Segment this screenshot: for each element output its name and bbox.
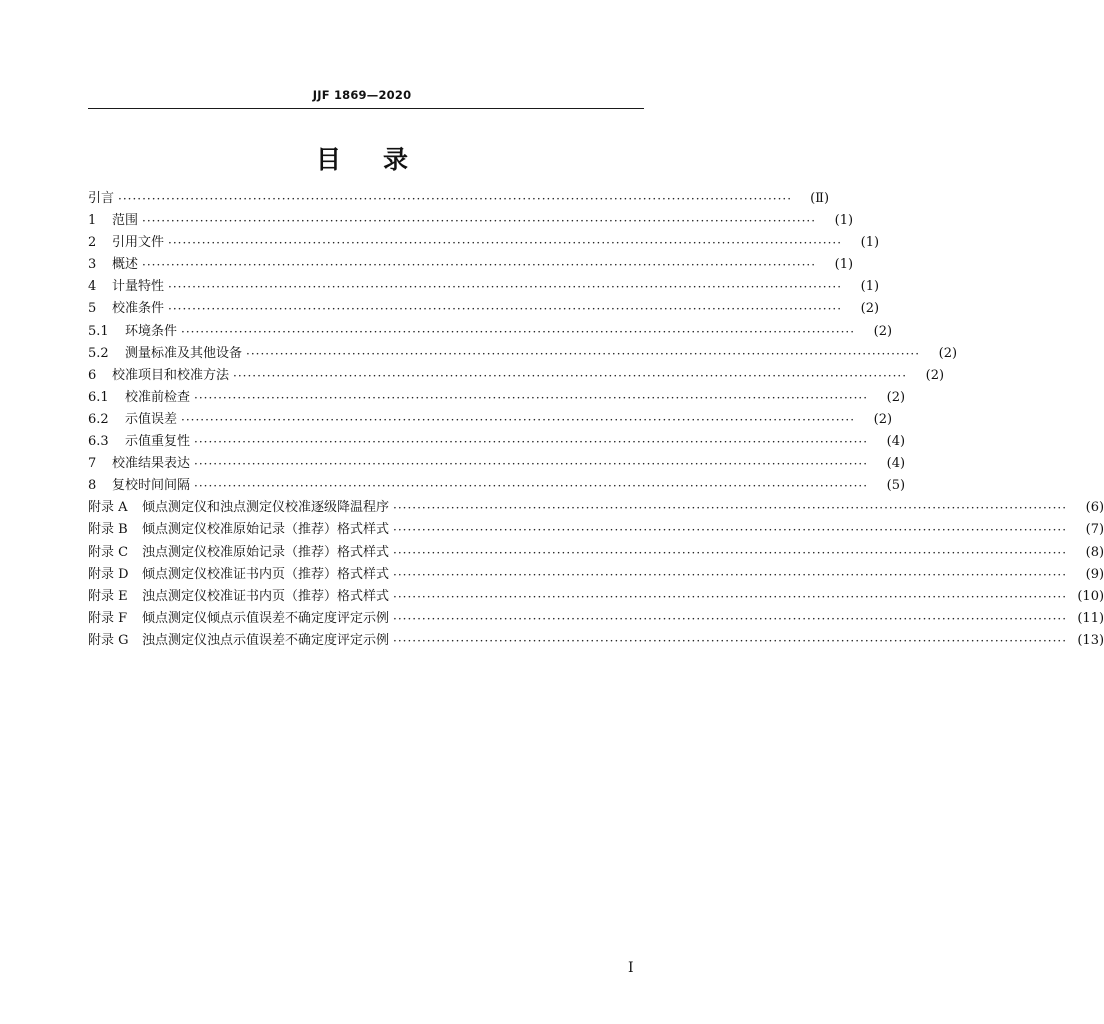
toc-entry-title: 校准项目和校准方法 — [112, 367, 230, 383]
toc-entry[interactable] — [88, 298, 880, 320]
toc-entry-number: 3 — [88, 257, 97, 273]
toc-entry-title: 倾点测定仪校准原始记录（推荐）格式样式 — [142, 522, 390, 538]
toc-entry-title: 引言 — [88, 191, 115, 206]
toc-entry-number: 附录 E — [88, 588, 128, 604]
toc-entry-number: 附录 B — [88, 522, 128, 538]
toc-title-char: 录 — [383, 145, 409, 174]
toc-leader-dots: ············································································································································ — [393, 567, 1068, 582]
toc-entry-page: (4) — [886, 434, 906, 450]
header-divider — [88, 108, 644, 109]
toc-entry-page: (11) — [1077, 610, 1104, 626]
toc-leader-dots: ············································································································································ — [393, 523, 1068, 538]
toc-entry-number: 附录 G — [88, 632, 129, 648]
standard-code: JJF 1869—2020 — [312, 88, 412, 102]
toc-entry-number: 1 — [88, 213, 97, 229]
toc-entry-number: 5 — [88, 301, 97, 317]
toc-leader-dots: ············································································································································ — [168, 280, 843, 295]
toc-entry-page: (10) — [1077, 588, 1104, 604]
toc-entry[interactable] — [88, 564, 1104, 586]
toc-entry-page: (7) — [1085, 522, 1104, 538]
toc-entry-page: (5) — [886, 478, 906, 494]
toc-entry[interactable] — [88, 409, 893, 431]
toc-leader-dots: ············································································································································ — [233, 368, 908, 383]
toc-leader-dots: ············································································································································ — [194, 390, 869, 405]
toc-entry[interactable] — [88, 475, 906, 497]
toc-leader-dots: ············································································································································ — [142, 214, 817, 229]
toc-leader-dots: ············································································································································ — [393, 545, 1068, 560]
toc-entry-number: 8 — [88, 478, 97, 494]
toc-entry-page: (1) — [834, 257, 854, 273]
toc-leader-dots: ············································································································································ — [246, 346, 921, 361]
toc-entry[interactable] — [88, 431, 906, 453]
toc-entry-title: 浊点测定仪浊点示值误差不确定度评定示例 — [142, 632, 390, 648]
toc-title-char: 目 — [315, 145, 341, 174]
toc-leader-dots: ············································································································································ — [142, 258, 817, 273]
toc-entry-page: (6) — [1085, 500, 1104, 516]
page-number: I — [628, 960, 634, 976]
toc-leader-dots: ············································································································································ — [168, 302, 843, 317]
toc-entry-page: (2) — [938, 345, 958, 361]
toc-entry-number: 6.1 — [88, 389, 109, 405]
toc-entry-title: 倾点测定仪校准证书内页（推荐）格式样式 — [142, 566, 390, 582]
toc-entry[interactable] — [88, 497, 1104, 519]
toc-entry-title: 倾点测定仪倾点示值误差不确定度评定示例 — [142, 610, 390, 626]
toc-entry-page: (9) — [1085, 566, 1104, 582]
toc-entry-page: (2) — [873, 411, 893, 427]
toc-entry[interactable] — [88, 321, 893, 343]
toc-entry-title: 环境条件 — [125, 323, 178, 339]
toc-entry-number: 6.3 — [88, 434, 109, 450]
toc-leader-dots: ············································································································································ — [194, 457, 869, 472]
toc-entry-page: (13) — [1077, 632, 1104, 648]
toc-leader-dots: ············································································································································ — [181, 324, 856, 339]
toc-entry[interactable] — [88, 453, 906, 475]
toc-entry[interactable] — [88, 188, 830, 210]
toc-entry[interactable] — [88, 232, 880, 254]
toc-entry-page: (1) — [860, 235, 880, 251]
toc-entry-page: (2) — [886, 389, 906, 405]
toc-title — [0, 140, 724, 176]
toc-entry-number: 2 — [88, 235, 97, 251]
toc-entry-page: (2) — [873, 323, 893, 339]
toc-entry[interactable] — [88, 276, 880, 298]
toc-entry-page: (1) — [834, 213, 854, 229]
toc-entry[interactable] — [88, 254, 854, 276]
toc-leader-dots: ············································································································································ — [194, 435, 869, 450]
toc-entry-title: 倾点测定仪和浊点测定仪校准逐级降温程序 — [142, 500, 390, 516]
toc-entry[interactable] — [88, 586, 1104, 608]
toc-leader-dots: ············································································································································ — [393, 611, 1068, 626]
toc-entry-title: 测量标准及其他设备 — [125, 345, 243, 361]
toc-entry-title: 校准结果表达 — [112, 456, 191, 472]
toc-leader-dots: ············································································································································ — [181, 412, 856, 427]
toc-entry[interactable] — [88, 630, 1104, 652]
toc-entry-number: 6 — [88, 367, 97, 383]
toc-entry-page: (1) — [860, 279, 880, 295]
toc-leader-dots: ············································································································································ — [194, 479, 869, 494]
toc-entry-title: 示值误差 — [125, 411, 178, 427]
toc-entry-title: 引用文件 — [112, 235, 165, 251]
toc-entry-number: 7 — [88, 456, 97, 472]
toc-leader-dots: ············································································································································ — [118, 192, 793, 206]
toc-entry-title: 概述 — [112, 257, 139, 273]
toc-entry-title: 计量特性 — [112, 279, 165, 295]
toc-entry-title: 范围 — [112, 213, 139, 229]
toc-entry-title: 示值重复性 — [125, 434, 191, 450]
toc-list — [88, 188, 1104, 652]
toc-entry-number: 4 — [88, 279, 97, 295]
toc-entry[interactable] — [88, 210, 854, 232]
toc-entry-number: 6.2 — [88, 411, 109, 427]
toc-entry-page: (2) — [860, 301, 880, 317]
toc-entry[interactable] — [88, 542, 1104, 564]
toc-entry-page: (Ⅱ) — [810, 191, 830, 206]
toc-leader-dots: ············································································································································ — [393, 589, 1068, 604]
toc-entry[interactable] — [88, 387, 906, 409]
toc-entry-title: 浊点测定仪校准原始记录（推荐）格式样式 — [142, 544, 390, 560]
toc-entry-page: (8) — [1085, 544, 1104, 560]
toc-leader-dots: ············································································································································ — [168, 236, 843, 251]
toc-entry-title: 校准前检查 — [125, 389, 191, 405]
toc-entry[interactable] — [88, 365, 945, 387]
toc-entry-number: 5.2 — [88, 345, 109, 361]
toc-entry-number: 附录 F — [88, 610, 128, 626]
toc-entry-number: 5.1 — [88, 323, 109, 339]
toc-entry-title: 复校时间间隔 — [112, 478, 191, 494]
toc-entry-title: 浊点测定仪校准证书内页（推荐）格式样式 — [142, 588, 390, 604]
toc-entry-page: (2) — [925, 367, 945, 383]
toc-entry-page: (4) — [886, 456, 906, 472]
toc-entry[interactable] — [88, 343, 958, 365]
toc-leader-dots: ············································································································································ — [393, 501, 1068, 516]
toc-entry-title: 校准条件 — [112, 301, 165, 317]
toc-entry[interactable] — [88, 608, 1104, 630]
toc-entry-number: 附录 D — [88, 566, 129, 582]
toc-leader-dots: ············································································································································ — [393, 633, 1068, 648]
toc-entry-number: 附录 C — [88, 544, 129, 560]
toc-entry-number: 附录 A — [88, 500, 128, 516]
toc-entry[interactable] — [88, 519, 1104, 541]
